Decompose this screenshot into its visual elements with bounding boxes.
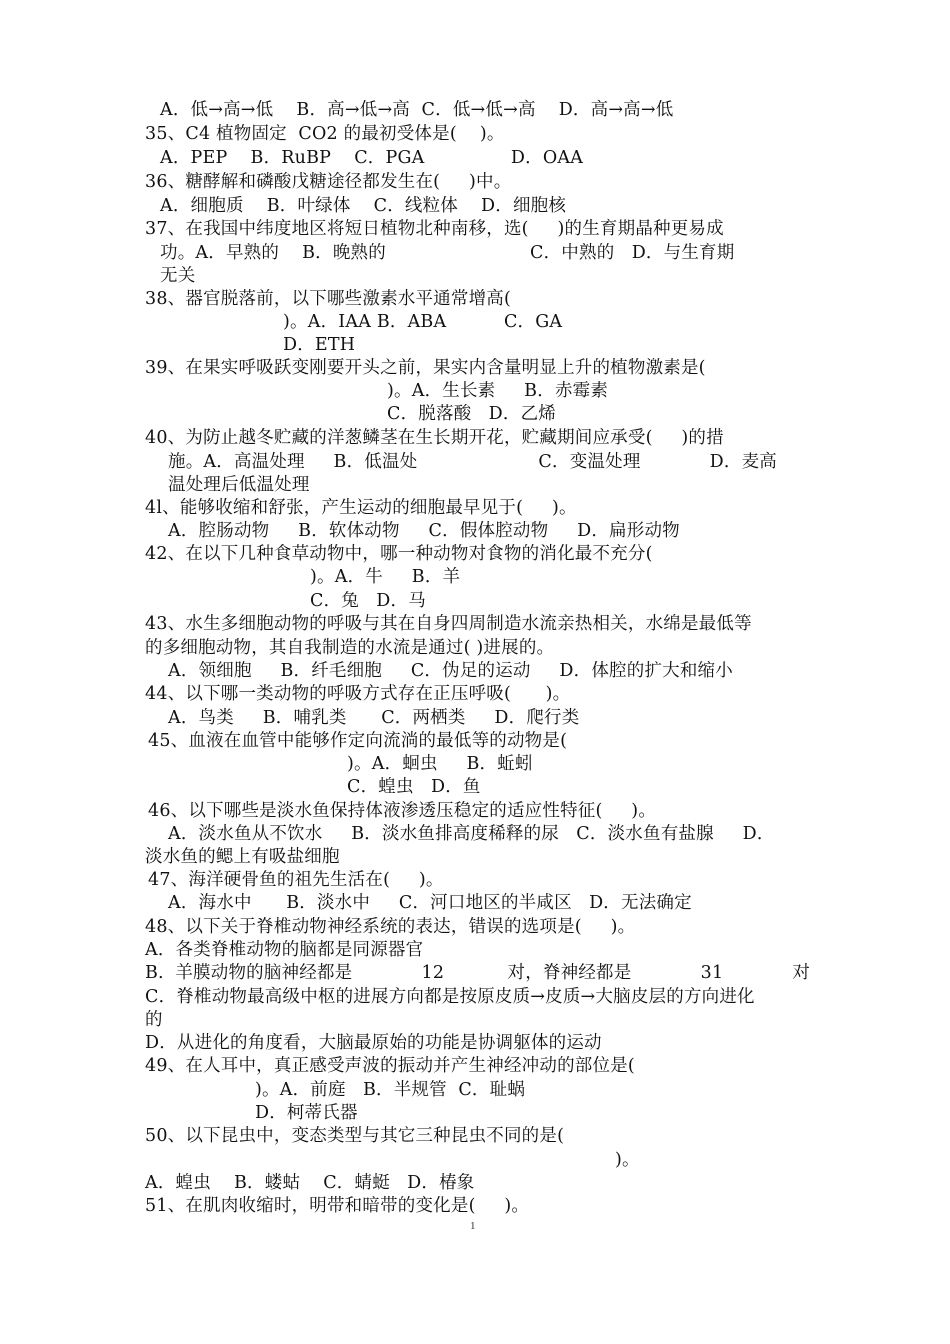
option-line: D．ETH (283, 335, 356, 355)
question-38: 38、器官脱落前，以下哪些激素水平通常增高( (145, 289, 511, 309)
option-line: A．鸟类 B．哺乳类 C．两栖类 D．爬行类 (168, 708, 580, 728)
page-number: 1 (470, 1220, 476, 1232)
question-49: 49、在人耳中，真正感受声波的振动并产生神经冲动的部位是( (145, 1056, 635, 1076)
question-text-cont: 的多细胞动物，其自我制造的水流是通过( )进展的。 (145, 638, 555, 658)
option-line: A．海水中 B．淡水中 C．河口地区的半咸区 D．无法确定 (168, 893, 692, 913)
question-46: 46、以下哪些是淡水鱼保持体液渗透压稳定的适应性特征( )。 (148, 801, 657, 821)
question-47: 47、海洋硬骨鱼的祖先生活在( )。 (148, 870, 444, 890)
option-line: A．低→高→低 B．高→低→高 C．低→低→高 D．高→高→低 (160, 100, 674, 120)
option-line: C．蝗虫 D．鱼 (347, 777, 481, 797)
question-text-cont: )。 (615, 1150, 640, 1170)
question-36: 36、糖酵解和磷酸戊糖途径都发生在( )中。 (145, 172, 512, 192)
option-line: A．细胞质 B．叶绿体 C．线粒体 D．细胞核 (160, 196, 567, 216)
question-40: 40、为防止越冬贮藏的洋葱鳞茎在生长期开花，贮藏期间应承受( )的措 (145, 428, 724, 448)
question-text-cont: 温处理后低温处理 (168, 475, 310, 495)
option-line: )。A．蛔虫 B．蚯蚓 (347, 754, 533, 774)
option-line: C．脊椎动物最高级中枢的进展方向都是按原皮质→皮质→大脑皮层的方向进化 (145, 987, 755, 1007)
question-44: 44、以下哪一类动物的呼吸方式存在正压呼吸( )。 (145, 684, 571, 704)
question-45: 45、血液在血管中能够作定向流淌的最低等的动物是( (148, 731, 568, 751)
question-42: 42、在以下几种食草动物中，哪一种动物对食物的消化最不充分( (145, 544, 653, 564)
question-text-cont: 功。A．早熟的 B．晚熟的 C．中熟的 D．与生育期 (160, 243, 735, 263)
option-line: )。A．牛 B．羊 (310, 567, 461, 587)
question-50: 50、以下昆虫中，变态类型与其它三种昆虫不同的是( (145, 1126, 565, 1146)
option-line: C．脱落酸 D．乙烯 (387, 404, 557, 424)
option-line: D．从进化的角度看，大脑最原始的功能是协调躯体的运动 (145, 1033, 602, 1053)
question-51: 51、在肌肉收缩时，明带和暗带的变化是( )。 (145, 1196, 530, 1216)
option-line: D．柯蒂氏器 (255, 1103, 358, 1123)
option-line: C．兔 D．马 (310, 591, 426, 611)
option-line: A．PEP B．RuBP C．PGA D．OAA (160, 148, 584, 168)
option-line: B. 羊膜动物的脑神经都是 12 对，脊神经都是 31 对 (145, 963, 811, 983)
option-line: )。A．生长素 B．赤霉素 (387, 381, 609, 401)
question-text-cont: 无关 (160, 266, 196, 286)
option-line: A．各类脊椎动物的脑都是同源器官 (145, 940, 424, 960)
question-39: 39、在果实呼吸跃变刚要开头之前，果实内含量明显上升的植物激素是( (145, 358, 706, 378)
option-line: A．腔肠动物 B．软体动物 C．假体腔动物 D．扁形动物 (168, 521, 680, 541)
question-text-cont: 淡水鱼的鳃上有吸盐细胞 (145, 847, 340, 867)
option-line: A．领细胞 B．纤毛细胞 C．伪足的运动 D．体腔的扩大和缩小 (168, 661, 733, 681)
option-line: )。A．前庭 B．半规管 C．耻蜗 (255, 1080, 526, 1100)
question-text-cont: 的 (145, 1010, 163, 1030)
option-line: A．淡水鱼从不饮水 B．淡水鱼排高度稀释的尿 C．淡水鱼有盐腺 D． (168, 824, 775, 844)
question-text-cont: 施。A．高温处理 B．低温处 C．变温处理 D．麦高 (168, 452, 778, 472)
option-line: )。A．IAA B．ABA C．GA (283, 312, 563, 332)
option-line: A．蝗虫 B．蝼蛄 C．蜻蜓 D．椿象 (145, 1173, 475, 1193)
question-41: 4l、能够收缩和舒张，产生运动的细胞最早见于( )。 (145, 498, 577, 518)
question-43: 43、水生多细胞动物的呼吸与其在自身四周制造水流亲热相关，水绵是最低等 (145, 614, 752, 634)
question-37: 37、在我国中纬度地区将短日植物北种南移，选( )的生育期晶种更易成 (145, 219, 724, 239)
question-35: 35、C4 植物固定 CO2 的最初受体是( )。 (145, 124, 505, 144)
question-48: 48、以下关于脊椎动物神经系统的表达，错误的选项是( )。 (145, 917, 636, 937)
